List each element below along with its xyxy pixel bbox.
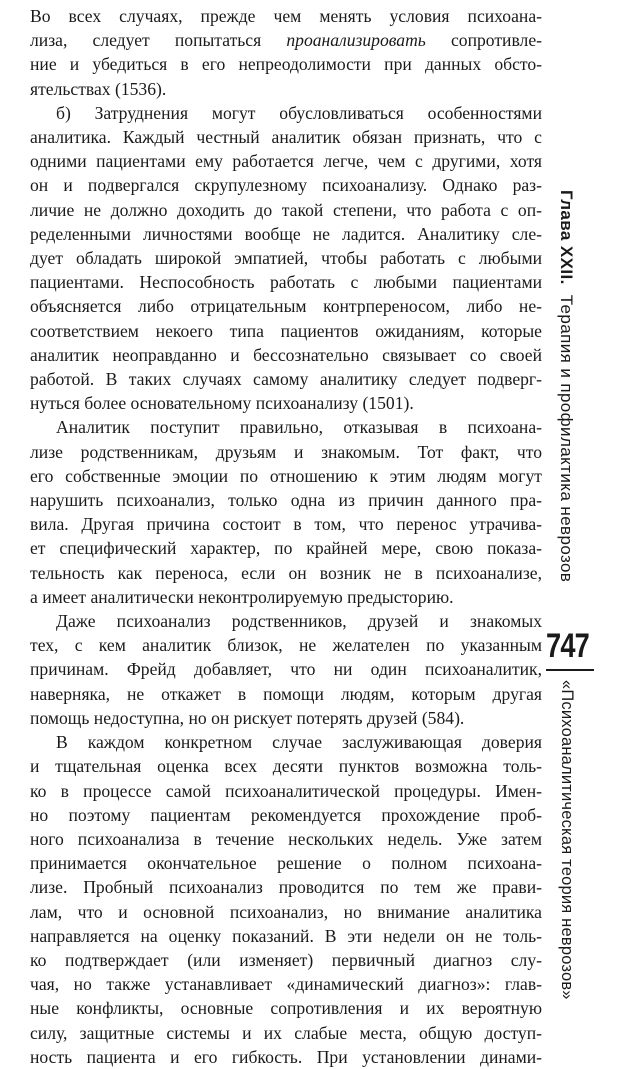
text-line: Во всех случаях, прежде чем менять условия психоана-	[30, 6, 542, 26]
chapter-title: Терапия и профилактика неврозов	[557, 294, 576, 583]
emphasis-text: проанализировать	[286, 30, 426, 51]
text-line: нуться более основательному психоанализу (1501).	[30, 393, 414, 414]
text-fragment: сопротивле-	[425, 30, 542, 51]
text-line: дует обладать широкой эмпатией, чтобы работать с любыми	[30, 248, 542, 269]
book-title-footer	[548, 680, 578, 1000]
text-line: и тщательная оценка всех десяти пунктов возможна толь-	[30, 756, 542, 777]
text-line: ет специфический характер, по крайней мере, свою показа-	[30, 538, 542, 559]
text-line: аналитика. Каждый честный аналитик обязан признать, что с	[30, 127, 542, 148]
text-line: пациентами. Неспособность работать с любыми пациентами	[30, 272, 542, 293]
text-line: он и подвергался скрупулезному психоанализу. Однако раз-	[30, 175, 542, 196]
running-header-text	[556, 190, 576, 582]
text-line: работой. В таких случаях самому аналитику следует подверг-	[30, 369, 542, 390]
text-line: лизе родственникам, друзьям и знакомым. Тот факт, что	[30, 441, 542, 462]
text-line: ность пациента и его гибкость. При установлении динами-	[30, 1046, 542, 1067]
running-header	[548, 190, 578, 590]
text-line: объясняется либо отрицательным контрпереносом, либо не-	[30, 296, 542, 317]
text-line: ределенными личностями вообще не ладится. Аналитику сле-	[30, 223, 542, 244]
text-fragment: лиза, следует попытаться	[30, 30, 287, 51]
text-line: ные конфликты, основные сопротивления и их вероятную	[30, 998, 542, 1019]
text-line: Даже психоанализ родственников, друзей и знакомых	[56, 611, 542, 632]
text-line: тельность как переноса, если он возник не в психоанализе,	[30, 562, 542, 583]
text-line: нарушить психоанализ, только одна из причин данного пра-	[30, 490, 542, 511]
text-line	[30, 28, 542, 52]
text-line: направляется на оценку показаний. В эти недели он не толь-	[30, 925, 542, 946]
text-line: ко в процессе самой психоаналитической процедуры. Имен-	[30, 780, 542, 801]
text-line: ко подтверждает (или изменяет) первичный диагноз слу-	[30, 949, 542, 970]
text-line: одними пациентами ему работается легче, чем с другими, хотя	[30, 151, 542, 172]
text-line: лам, что и основной психоанализ, но внимание аналитика	[30, 901, 542, 922]
text-line: Аналитик поступит правильно, отказывая в психоана-	[56, 417, 542, 438]
paragraph-4	[30, 609, 542, 730]
paragraph-1	[30, 4, 542, 101]
text-line: принимается окончательное решение о полном психоана-	[30, 853, 542, 874]
text-line: причинам. Фрейд добавляет, что ни один психоаналитик,	[30, 659, 542, 680]
text-line: лизе. Пробный психоанализ проводится по тем же прави-	[30, 877, 542, 898]
paragraph-2	[30, 101, 542, 416]
text-line: силу, защитные системы и их слабые места, общую доступ-	[30, 1022, 542, 1043]
text-line: но поэтому пациентам рекомендуется прохождение проб-	[30, 804, 542, 825]
page-number-rule	[546, 669, 594, 671]
text-line: б) Затруднения могут обусловливаться особенностями	[56, 102, 542, 123]
text-line: ного психоанализа в течение нескольких недель. Уже затем	[30, 828, 542, 849]
paragraph-5	[30, 730, 542, 1069]
text-line: вила. Другая причина состоит в том, что перенос утрачива-	[30, 514, 542, 535]
text-line: ние и убедиться в его непреодолимости при данных обсто-	[30, 54, 542, 75]
body-text	[30, 4, 542, 1069]
text-line: личие не должно доходить до такой степени, что работа с оп-	[30, 199, 542, 220]
text-line: соответствием некоего типа пациентов ожиданиям, которые	[30, 320, 542, 341]
paragraph-3	[30, 415, 542, 609]
chapter-label: Глава XXII.	[557, 190, 576, 285]
text-line: чая, но также устанавливает «динамический диагноз»: глав-	[30, 974, 542, 995]
text-line: его собственные эмоции по отношению к этим людям могут	[30, 465, 542, 486]
book-title: «Психоаналитическая теория неврозов»	[558, 680, 576, 1000]
text-line: тех, с кем аналитик близок, не желателен по указанным	[30, 635, 542, 656]
text-line: наверняка, не откажет в помощи людям, которым другая	[30, 683, 542, 704]
text-line: а имеет аналитически неконтролируемую предысторию.	[30, 586, 454, 607]
text-line: В каждом конкретном случае заслуживающая доверия	[56, 732, 542, 753]
text-line: ятельствах (1536).	[30, 78, 167, 99]
page-number: 747	[546, 627, 589, 665]
text-line: помощь недоступна, но он рискует потерять друзей (584).	[30, 707, 465, 728]
text-line: аналитик неоправданно и бессознательно связывает со своей	[30, 344, 542, 365]
